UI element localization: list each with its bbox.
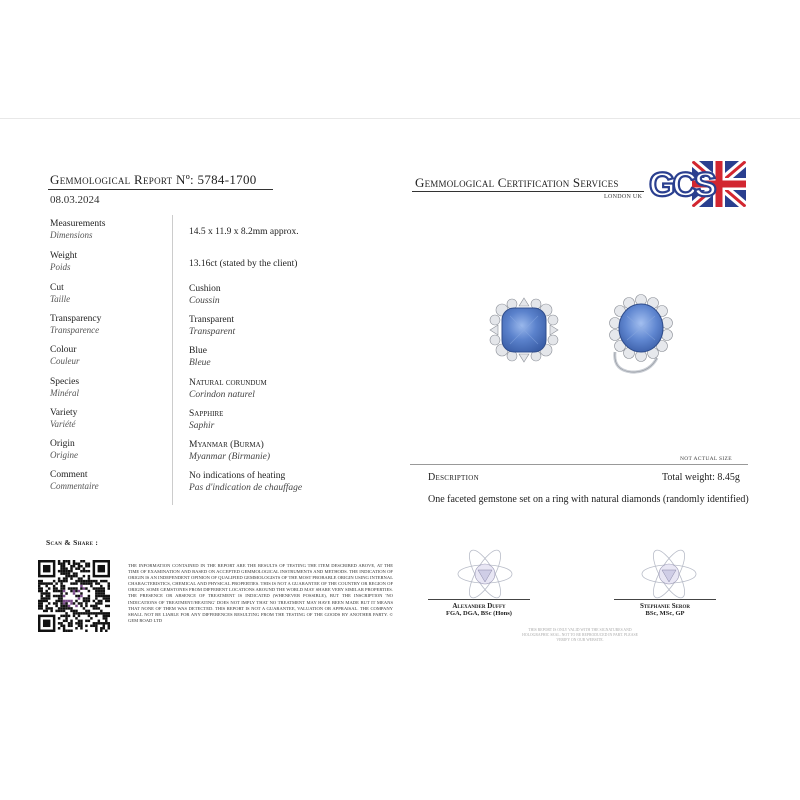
- field-value: [189, 259, 297, 269]
- field-value: [189, 227, 299, 237]
- signatory-credentials: FGA, DGA, BSc (Hons): [446, 610, 512, 617]
- signature-line-right: [614, 599, 716, 600]
- ring-side-view-image: [601, 294, 681, 374]
- field-value-fr: Coussin: [189, 296, 220, 306]
- signature-line-left: [428, 599, 530, 600]
- field-value-en: 14.5 x 11.9 x 8.2mm approx.: [189, 227, 299, 237]
- field-label-fr: Transparence: [50, 325, 100, 335]
- field-label: [50, 345, 80, 366]
- field-label-fr: Dimensions: [50, 230, 93, 240]
- field-label-fr: Commentaire: [50, 481, 99, 491]
- field-label: [50, 470, 99, 491]
- field-label-fr: Variété: [50, 419, 76, 429]
- field-label-en: Comment: [50, 470, 88, 480]
- field-value-en: Myanmar (Burma): [189, 440, 264, 450]
- signature-right: [604, 602, 726, 617]
- field-value: [189, 346, 211, 368]
- field-value: [189, 409, 223, 431]
- field-label: [50, 408, 77, 429]
- field-label: [50, 377, 79, 398]
- field-label-en: Weight: [50, 251, 78, 261]
- ring-top-view-image: [488, 296, 560, 364]
- report-number: 5784-1700: [197, 172, 257, 187]
- signatory-name: Stephanie Seror: [639, 602, 691, 610]
- gcs-logo: [648, 158, 748, 210]
- field-value-fr: Bleue: [189, 358, 211, 368]
- scan-share-label: Scan & Share :: [46, 538, 99, 547]
- not-actual-size-label: NOT ACTUAL SIZE: [680, 456, 732, 462]
- company-location: LONDON UK: [604, 194, 643, 200]
- field-label: [50, 314, 101, 335]
- signature-note: THIS REPORT IS ONLY VALID WITH THE SIGNATURES AND HOLOGRAPHIC SEAL. NOT TO BE REPRODUCED IN PART. PLEASE VERIFY ON OUR WEBSITE.: [522, 628, 638, 642]
- field-label-fr: Couleur: [50, 356, 80, 366]
- field-label: [50, 439, 78, 460]
- qr-code[interactable]: [38, 560, 110, 632]
- atom-seal-icon-right: [639, 546, 699, 602]
- signatory-name: Alexander Duffy: [452, 602, 506, 610]
- field-value-en: No indications of heating: [189, 471, 286, 481]
- field-value: [189, 378, 267, 400]
- field-label-en: Transparency: [50, 314, 102, 324]
- field-label-en: Cut: [50, 283, 64, 293]
- column-divider: [172, 215, 173, 505]
- field-value: [189, 440, 270, 462]
- field-value-fr: Pas d'indication de chauffage: [189, 483, 303, 493]
- disclaimer-text: THE INFORMATION CONTAINED IN THE REPORT ARE THE RESULTS OF TESTING THE ITEM DESCRIBED ABOVE, AT THE TIME OF EXAMINATION AND BASED ON ACCEPTED GEMMOLOGICAL INSTRUMENTS AND METHODS. THE INDICATION OF ORIGIN IS AN INDEPENDENT OPINION OF QUALIFIED GEMMOLOGISTS OF THE MOST PROBABLE ORIGIN USING INTERNAL CHARACTERISTICS, CHEMICAL AND PHYSICAL PROPERTIES. THIS IS NOT A GUARANTEE OF THE COUNTRY OR REGION OF ORIGIN. SOME GEMSTONES FROM DIFFERENT LOCATIONS AROUND THE WORLD MAY SHARE VERY SIMILAR PROPERTIES. THE PRESENCE OR ABSENCE OF TREATMENT IS INDICATED (WHENEVER POSSIBLE), BUT THE INSCRIPTION 'NO INDICATIONS OF TREATMENT/HEATING' DOES NOT IMPLY THAT NO TREATMENT MAY HAVE BEEN MADE BUT IT MEANS THAT NONE OF THEM WAS DETECTED. THIS REPORT IS NOT A GUARANTEE, VALUATION OR APPRAISAL. THE COMPANY SHALL NOT BE LIABLE FOR ANY DIFFERENCES RESULTING FROM THE TESTING OF THE GOODS BY ANOTHER PARTY. © GEM ROAD LTD: [128, 563, 393, 623]
- field-value-en: Transparent: [189, 315, 235, 325]
- field-label: [50, 219, 105, 240]
- title-underline: [48, 189, 273, 190]
- report-title: [50, 172, 257, 188]
- field-label: [50, 283, 70, 304]
- field-value-fr: Corindon naturel: [189, 390, 255, 400]
- field-label: [50, 251, 77, 272]
- description-divider: [410, 464, 748, 465]
- description-text: One faceted gemstone set on a ring with natural diamonds (randomly identified): [428, 494, 749, 505]
- field-label-en: Species: [50, 377, 80, 387]
- company-name: Gemmological Certification Services: [415, 175, 619, 190]
- field-label-en: Colour: [50, 345, 77, 355]
- field-value-en: Natural corundum: [189, 378, 267, 388]
- field-label-fr: Poids: [50, 262, 71, 272]
- field-value-en: 13.16ct (stated by the client): [189, 259, 298, 269]
- field-value-fr: Myanmar (Birmanie): [189, 452, 270, 462]
- field-value: [189, 471, 302, 493]
- field-value-en: Blue: [189, 346, 207, 356]
- description-title: Description: [428, 472, 479, 483]
- company-underline: [412, 191, 644, 192]
- report-date: 08.03.2024: [50, 194, 100, 206]
- field-label-en: Variety: [50, 408, 78, 418]
- field-label-fr: Minéral: [50, 388, 79, 398]
- field-value: [189, 284, 221, 306]
- svg-text:GCS: GCS: [649, 166, 714, 204]
- field-value-fr: Transparent: [189, 327, 236, 337]
- signatory-credentials: BSc, MSc, GP: [645, 610, 685, 617]
- field-value-fr: Saphir: [189, 421, 215, 431]
- field-label-en: Origin: [50, 439, 75, 449]
- field-label-fr: Taille: [50, 294, 71, 304]
- atom-seal-icon-left: [455, 546, 515, 602]
- signature-left: [418, 602, 540, 617]
- field-value-en: Cushion: [189, 284, 221, 294]
- total-weight: Total weight: 8.45g: [662, 472, 740, 483]
- field-value-en: Sapphire: [189, 409, 224, 419]
- field-label-en: Measurements: [50, 219, 106, 229]
- field-label-fr: Origine: [50, 450, 78, 460]
- report-label: Gemmological Report Nº:: [50, 172, 194, 187]
- field-value: [189, 315, 235, 337]
